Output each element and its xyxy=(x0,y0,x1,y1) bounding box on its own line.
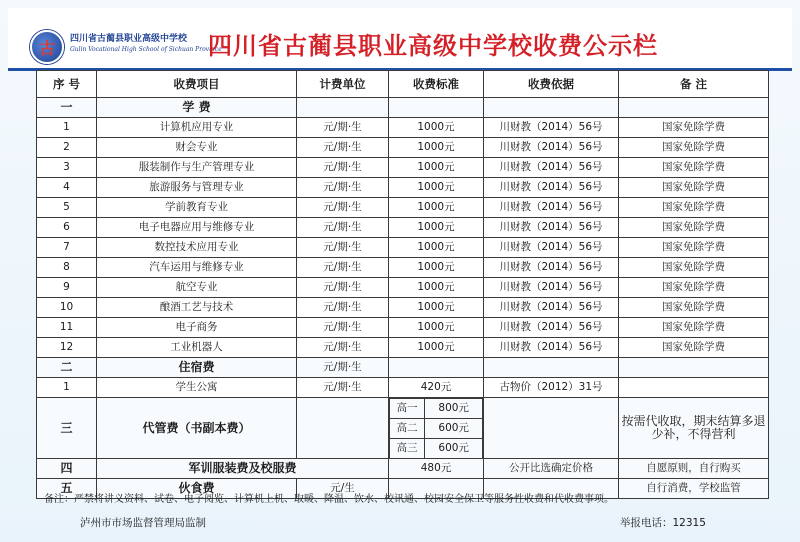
footer-supervisor: 泸州市市场监督管理局监制 xyxy=(80,517,206,529)
section-standard xyxy=(389,358,484,378)
agency-note: 按需代收取，期末结算多退少补，不得营利 xyxy=(619,398,769,459)
col-header-item: 收费项目 xyxy=(97,71,297,98)
section-note: 自愿原则，自行购买 xyxy=(619,459,769,479)
section-unit xyxy=(297,98,389,118)
section-no: 二 xyxy=(37,358,97,378)
row-basis: 川财教（2014）56号 xyxy=(484,338,619,358)
row-standard: 1000元 xyxy=(389,318,484,338)
col-header-no: 序 号 xyxy=(37,71,97,98)
section-name: 代管费（书副本费） xyxy=(97,398,297,459)
row-no: 7 xyxy=(37,238,97,258)
section-note xyxy=(619,358,769,378)
row-note: 国家免除学费 xyxy=(619,198,769,218)
logo-glyph: 古 xyxy=(38,39,55,58)
row-unit: 元/期·生 xyxy=(297,378,389,398)
row-standard: 1000元 xyxy=(389,218,484,238)
grade-amount: 600元 xyxy=(425,439,483,459)
section-name: 军训服装费及校服费 xyxy=(97,459,389,479)
table-header-row xyxy=(37,71,769,98)
grade-amount: 800元 xyxy=(425,399,483,419)
grade-label: 高一 xyxy=(390,399,425,419)
table-row xyxy=(37,158,769,178)
section-basis xyxy=(484,98,619,118)
row-standard: 1000元 xyxy=(389,198,484,218)
table-row xyxy=(37,198,769,218)
grade-label: 高三 xyxy=(390,439,425,459)
row-unit: 元/期·生 xyxy=(297,198,389,218)
agency-grades xyxy=(389,398,484,459)
row-no: 8 xyxy=(37,258,97,278)
row-standard: 420元 xyxy=(389,378,484,398)
table-row xyxy=(37,258,769,278)
row-basis: 川财教（2014）56号 xyxy=(484,318,619,338)
page-title: 四川省古蔺县职业高级中学校收费公示栏 xyxy=(208,32,658,60)
row-note: 国家免除学费 xyxy=(619,298,769,318)
row-basis: 川财教（2014）56号 xyxy=(484,178,619,198)
grade-label: 高二 xyxy=(390,419,425,439)
row-basis: 川财教（2014）56号 xyxy=(484,218,619,238)
row-note: 国家免除学费 xyxy=(619,158,769,178)
row-note xyxy=(619,378,769,398)
row-note: 国家免除学费 xyxy=(619,238,769,258)
row-item: 航空专业 xyxy=(97,278,297,298)
footer-remark: 备注：严禁将讲义资料、试卷、电子阅览、计算机上机、取暖、降温、饮水、校讯通、校园安全保卫等服务性收费和代收费事项。 xyxy=(44,494,614,505)
row-unit: 元/期·生 xyxy=(297,338,389,358)
school-name-cn: 四川省古蔺县职业高级中学校 xyxy=(70,34,188,44)
table-row xyxy=(37,378,769,398)
row-item: 电子商务 xyxy=(97,318,297,338)
section-uniform xyxy=(37,459,769,479)
row-basis: 古物价（2012）31号 xyxy=(484,378,619,398)
row-no: 12 xyxy=(37,338,97,358)
row-note: 国家免除学费 xyxy=(619,218,769,238)
col-header-basis: 收费依据 xyxy=(484,71,619,98)
row-no: 2 xyxy=(37,138,97,158)
section-note xyxy=(619,98,769,118)
col-header-note: 备 注 xyxy=(619,71,769,98)
table-row xyxy=(37,238,769,258)
row-unit: 元/期·生 xyxy=(297,258,389,278)
row-standard: 1000元 xyxy=(389,118,484,138)
row-item: 服装制作与生产管理专业 xyxy=(97,158,297,178)
row-note: 国家免除学费 xyxy=(619,338,769,358)
row-item: 数控技术应用专业 xyxy=(97,238,297,258)
row-no: 1 xyxy=(37,118,97,138)
row-item: 工业机器人 xyxy=(97,338,297,358)
section-standard xyxy=(389,98,484,118)
row-standard: 1000元 xyxy=(389,178,484,198)
section-tuition xyxy=(37,98,769,118)
row-unit: 元/期·生 xyxy=(297,278,389,298)
section-name: 伙食费 xyxy=(97,479,297,499)
row-standard: 1000元 xyxy=(389,298,484,318)
section-agency xyxy=(37,398,769,459)
section-no: 三 xyxy=(37,398,97,459)
section-unit xyxy=(297,398,389,459)
row-basis: 川财教（2014）56号 xyxy=(484,278,619,298)
section-no: 四 xyxy=(37,459,97,479)
row-standard: 1000元 xyxy=(389,138,484,158)
section-unit: 元/生 xyxy=(297,479,389,499)
table-row xyxy=(37,278,769,298)
section-no: 一 xyxy=(37,98,97,118)
row-no: 1 xyxy=(37,378,97,398)
row-basis: 川财教（2014）56号 xyxy=(484,118,619,138)
row-item: 学前教育专业 xyxy=(97,198,297,218)
table-row xyxy=(37,218,769,238)
row-no: 4 xyxy=(37,178,97,198)
section-basis xyxy=(484,398,619,459)
row-item: 计算机应用专业 xyxy=(97,118,297,138)
section-basis: 公开比选确定价格 xyxy=(484,459,619,479)
row-item: 汽车运用与维修专业 xyxy=(97,258,297,278)
table-row xyxy=(37,118,769,138)
row-standard: 1000元 xyxy=(389,238,484,258)
row-no: 5 xyxy=(37,198,97,218)
row-unit: 元/期·生 xyxy=(297,118,389,138)
row-unit: 元/期·生 xyxy=(297,178,389,198)
row-note: 国家免除学费 xyxy=(619,118,769,138)
grade-row xyxy=(390,419,483,439)
section-basis xyxy=(484,358,619,378)
row-no: 3 xyxy=(37,158,97,178)
row-note: 国家免除学费 xyxy=(619,278,769,298)
fee-table xyxy=(36,70,769,499)
row-note: 国家免除学费 xyxy=(619,318,769,338)
col-header-unit: 计费单位 xyxy=(297,71,389,98)
row-no: 11 xyxy=(37,318,97,338)
grade-row xyxy=(390,439,483,459)
row-no: 9 xyxy=(37,278,97,298)
row-standard: 1000元 xyxy=(389,258,484,278)
row-unit: 元/期·生 xyxy=(297,238,389,258)
section-standard: 480元 xyxy=(389,459,484,479)
row-standard: 1000元 xyxy=(389,338,484,358)
row-unit: 元/期·生 xyxy=(297,318,389,338)
row-item: 酿酒工艺与技术 xyxy=(97,298,297,318)
row-item: 旅游服务与管理专业 xyxy=(97,178,297,198)
row-basis: 川财教（2014）56号 xyxy=(484,258,619,278)
row-note: 国家免除学费 xyxy=(619,258,769,278)
footer-tel: 举报电话：12315 xyxy=(620,517,706,529)
table-row xyxy=(37,318,769,338)
school-logo xyxy=(30,30,64,64)
row-unit: 元/期·生 xyxy=(297,158,389,178)
row-item: 学生公寓 xyxy=(97,378,297,398)
row-note: 国家免除学费 xyxy=(619,138,769,158)
row-standard: 1000元 xyxy=(389,278,484,298)
grade-amount: 600元 xyxy=(425,419,483,439)
row-note: 国家免除学费 xyxy=(619,178,769,198)
table-row xyxy=(37,138,769,158)
row-no: 10 xyxy=(37,298,97,318)
row-item: 电子电器应用与维修专业 xyxy=(97,218,297,238)
row-unit: 元/期·生 xyxy=(297,138,389,158)
table-row xyxy=(37,298,769,318)
row-basis: 川财教（2014）56号 xyxy=(484,198,619,218)
row-unit: 元/期·生 xyxy=(297,298,389,318)
row-basis: 川财教（2014）56号 xyxy=(484,158,619,178)
grade-row xyxy=(390,399,483,419)
row-basis: 川财教（2014）56号 xyxy=(484,238,619,258)
section-name: 学 费 xyxy=(97,98,297,118)
row-unit: 元/期·生 xyxy=(297,218,389,238)
row-standard: 1000元 xyxy=(389,158,484,178)
section-note: 自行消费，学校监管 xyxy=(619,479,769,499)
table-row xyxy=(37,338,769,358)
row-no: 6 xyxy=(37,218,97,238)
section-name: 住宿费 xyxy=(97,358,297,378)
section-housing xyxy=(37,358,769,378)
table-row xyxy=(37,178,769,198)
row-basis: 川财教（2014）56号 xyxy=(484,138,619,158)
section-unit: 元/期·生 xyxy=(297,358,389,378)
row-basis: 川财教（2014）56号 xyxy=(484,298,619,318)
agency-grade-table xyxy=(389,398,483,458)
school-name-en: Gulin Vocational High School of Sichuan Province xyxy=(70,46,222,53)
row-item: 财会专业 xyxy=(97,138,297,158)
col-header-standard: 收费标准 xyxy=(389,71,484,98)
section-no: 五 xyxy=(37,479,97,499)
